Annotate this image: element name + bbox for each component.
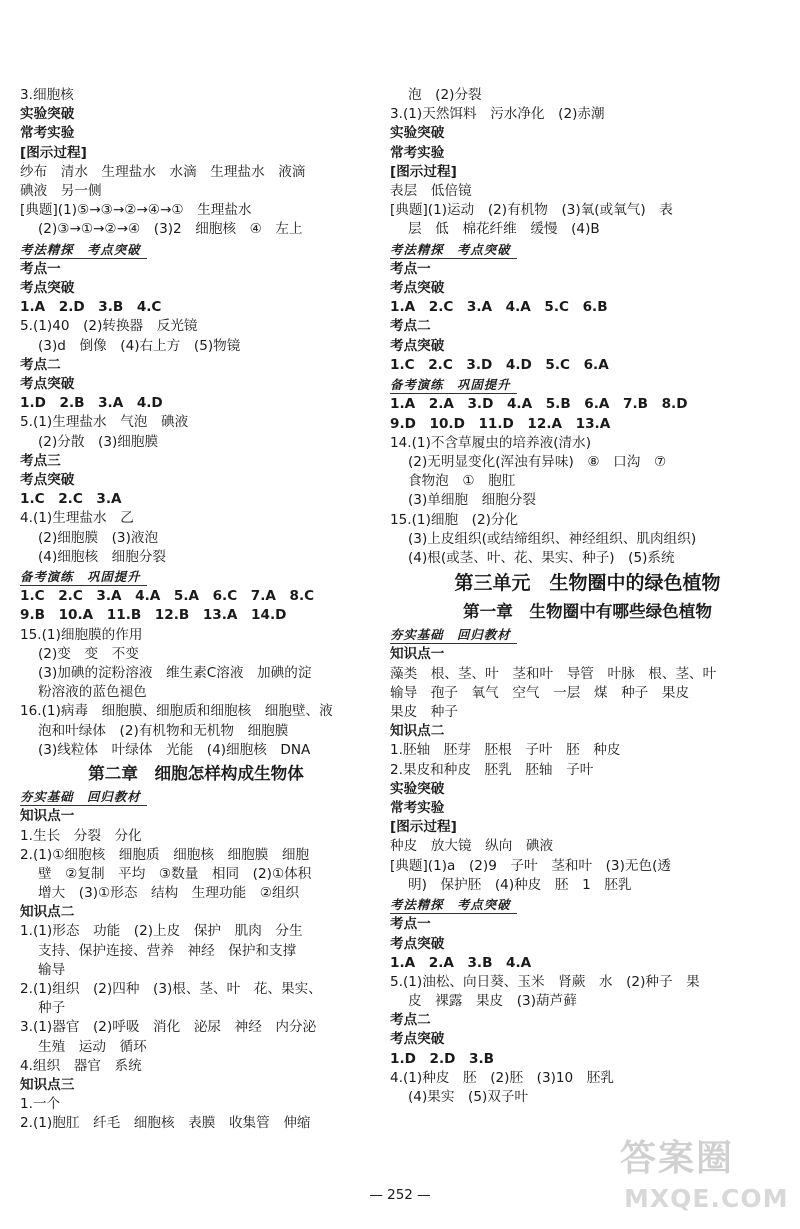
section-heading: 考点一 <box>390 260 431 277</box>
unit-title: 第三单元 生物圈中的绿色植物 <box>454 572 721 595</box>
section-heading: 实验突破 <box>390 780 445 797</box>
section-heading: 1.C 2.C 3.A <box>20 491 122 508</box>
watermark-url: MXQE.COM <box>624 1184 789 1213</box>
answer-line-continued: 泡 (2)分裂 <box>408 87 482 103</box>
chapter-title: 第二章 细胞怎样构成生物体 <box>88 763 304 783</box>
answer-line: 2.果皮和种皮 胚乳 胚轴 子叶 <box>390 761 594 778</box>
section-banner <box>20 787 372 807</box>
section-heading: 9.B 10.A 11.B 12.B 13.A 14.D <box>20 607 287 624</box>
section-heading: 实验突破 <box>20 106 75 123</box>
answer-line-continued: 皮 裸露 果皮 (3)葫芦藓 <box>408 993 577 1010</box>
section-heading: 1.A 2.A 3.B 4.A <box>390 954 532 971</box>
answer-line: 种皮 放大镜 纵向 碘液 <box>390 838 554 855</box>
section-heading: 知识点二 <box>390 723 445 740</box>
answer-line-continued: 种子 <box>38 1000 66 1017</box>
example-answer-line: [典题](1)运动 (2)有机物 (3)氧(或氧气) 表 <box>390 202 673 219</box>
section-heading: 1.A 2.D 3.B 4.C <box>20 299 162 316</box>
answer-line: 1.胚轴 胚芽 胚根 子叶 胚 种皮 <box>390 742 621 759</box>
answer-line-continued: (4)细胞核 细胞分裂 <box>38 548 167 565</box>
answer-line-continued: (2)变 变 不变 <box>38 645 139 662</box>
answer-line-continued: 层 低 棉花纤维 缓慢 (4)B <box>408 221 600 238</box>
section-banner <box>20 240 372 260</box>
section-heading: 考点突破 <box>390 935 445 952</box>
answer-line: 表层 低倍镜 <box>390 182 472 199</box>
section-heading: 常考实验 <box>390 799 445 816</box>
answer-line: 16.(1)病毒 细胞膜、细胞质和细胞核 细胞壁、液 <box>20 703 333 720</box>
answer-line: 3.(1)器官 (2)呼吸 消化 泌尿 神经 内分泌 <box>20 1019 317 1036</box>
answer-line-continued: (4)根(或茎、叶、花、果实、种子) (5)系统 <box>408 549 675 566</box>
section-heading: 1.C 2.C 3.A 4.A 5.A 6.C 7.A 8.C <box>20 588 315 605</box>
answer-line: 14.(1)不含草履虫的培养液(清水) <box>390 434 592 451</box>
section-heading: 知识点三 <box>20 1076 75 1093</box>
answer-line-continued: (3)线粒体 叶绿体 光能 (4)细胞核 DNA <box>38 741 311 758</box>
answer-line: 5.(1)40 (2)转换器 反光镜 <box>20 318 198 335</box>
answer-line: 15.(1)细胞膜的作用 <box>20 626 143 643</box>
answer-line: 果皮 种子 <box>390 704 458 721</box>
answer-line: 藻类 根、茎、叶 茎和叶 导管 叶脉 根、茎、叶 <box>390 665 717 682</box>
section-banner-label: 备考演练 巩固提升 <box>20 568 147 586</box>
answer-line: 2.(1)胞肛 纤毛 细胞核 表膜 收集管 伸缩 <box>20 1115 311 1132</box>
answer-line-continued: 生殖 运动 循环 <box>38 1038 147 1055</box>
section-heading: 知识点二 <box>20 904 75 921</box>
answer-line-continued: 食物泡 ① 胞肛 <box>408 473 516 490</box>
page-number: — 252 — <box>369 1187 431 1203</box>
section-heading: 9.D 10.D 11.D 12.A 13.A <box>390 415 611 432</box>
section-heading: 考点突破 <box>390 280 445 297</box>
section-heading: 实验突破 <box>390 125 445 142</box>
section-banner-label: 夯实基础 回归教材 <box>390 626 517 644</box>
section-banner-label: 考法精探 考点突破 <box>390 896 517 914</box>
section-heading: 常考实验 <box>20 125 75 142</box>
answer-line: 4.(1)生理盐水 乙 <box>20 510 134 527</box>
example-answer-line: [典题](1)⑤→③→②→④→① 生理盐水 <box>20 202 252 219</box>
answer-line-continued: 泡和叶绿体 (2)有机物和无机物 细胞膜 <box>38 722 289 739</box>
section-banner <box>390 625 785 645</box>
section-heading: 考点突破 <box>390 1031 445 1048</box>
bracket-label: [图示过程] <box>390 819 457 836</box>
answer-line: 15.(1)细胞 (2)分化 <box>390 511 519 528</box>
answer-line: 4.组织 器官 系统 <box>20 1057 142 1074</box>
section-heading: 考点突破 <box>20 280 75 297</box>
answer-line: 5.(1)油松、向日葵、玉米 肾蕨 水 (2)种子 果 <box>390 973 700 990</box>
answer-line-continued: (3)单细胞 细胞分裂 <box>408 492 537 509</box>
section-heading: 常考实验 <box>390 144 445 161</box>
section-heading: 1.D 2.D 3.B <box>390 1050 494 1067</box>
section-banner <box>390 240 785 260</box>
section-banner-label: 考法精探 考点突破 <box>20 241 147 259</box>
answer-line: 3.(1)天然饵料 污水净化 (2)赤潮 <box>390 106 605 123</box>
answer-line: 1.(1)形态 功能 (2)上皮 保护 肌肉 分生 <box>20 923 303 940</box>
section-banner <box>390 375 785 395</box>
section-heading: 考点二 <box>390 318 431 335</box>
section-heading: 考点二 <box>390 1012 431 1029</box>
answer-line-continued: (2)无明显变化(浑浊有异味) ⑧ 口沟 ⑦ <box>408 453 667 470</box>
answer-line: 4.(1)种皮 胚 (2)胚 (3)10 胚乳 <box>390 1069 614 1086</box>
answer-line: 纱布 清水 生理盐水 水滴 生理盐水 液滴 <box>20 163 306 180</box>
watermark-text: 答案圈 <box>620 1137 735 1179</box>
section-banner <box>20 567 372 587</box>
section-banner-label: 考法精探 考点突破 <box>390 241 517 259</box>
section-heading: 知识点一 <box>20 808 75 825</box>
answer-line-continued: 增大 (3)①形态 结构 生理功能 ②组织 <box>38 885 300 902</box>
answer-line: 1.一个 <box>20 1096 61 1113</box>
example-answer-line: [典题](1)a (2)9 子叶 茎和叶 (3)无色(透 <box>390 857 671 874</box>
watermark-logo <box>600 1128 800 1228</box>
section-heading: 考点一 <box>390 916 431 933</box>
section-heading: 1.C 2.C 3.D 4.D 5.C 6.A <box>390 356 609 373</box>
section-heading: 考点突破 <box>20 376 75 393</box>
answer-line: 碘液 另一侧 <box>20 182 102 199</box>
answer-line-continued: (2)细胞膜 (3)液泡 <box>38 529 159 546</box>
answer-line-continued: (3)加碘的淀粉溶液 维生素C溶液 加碘的淀 <box>38 665 312 682</box>
section-heading: 考点突破 <box>390 337 445 354</box>
section-banner-label: 夯实基础 回归教材 <box>20 788 147 806</box>
answer-line: 3.细胞核 <box>20 87 74 103</box>
answer-line-continued: 明) 保护胚 (4)种皮 胚 1 胚乳 <box>408 876 632 893</box>
section-heading: 知识点一 <box>390 646 445 663</box>
answer-line-continued: (2)③→①→②→④ (3)2 细胞核 ④ 左上 <box>38 221 303 238</box>
chapter-title: 第一章 生物圈中有哪些绿色植物 <box>463 602 712 622</box>
answer-line-continued: (3)上皮组织(或结缔组织、神经组织、肌肉组织) <box>408 530 697 547</box>
answer-line: 5.(1)生理盐水 气泡 碘液 <box>20 414 189 431</box>
bracket-label: [图示过程] <box>20 144 87 161</box>
answer-line-continued: (4)果实 (5)双子叶 <box>408 1089 529 1105</box>
section-heading: 1.D 2.B 3.A 4.D <box>20 395 163 412</box>
section-banner <box>390 895 785 915</box>
left-column <box>20 86 372 1134</box>
answer-line: 1.生长 分裂 分化 <box>20 827 142 844</box>
answer-line-continued: 支持、保护连接、营养 神经 保护和支撑 <box>38 942 297 959</box>
section-heading: 1.A 2.C 3.A 4.A 5.C 6.B <box>390 299 608 316</box>
section-heading: 考点一 <box>20 260 61 277</box>
answer-line-continued: 输导 <box>38 961 66 978</box>
answer-line: 2.(1)组织 (2)四种 (3)根、茎、叶 花、果实、 <box>20 981 322 998</box>
section-heading: 1.A 2.A 3.D 4.A 5.B 6.A 7.B 8.D <box>390 396 688 413</box>
bracket-label: [图示过程] <box>390 163 457 180</box>
section-banner-label: 备考演练 巩固提升 <box>390 376 517 394</box>
answer-line: 输导 孢子 氧气 空气 一层 煤 种子 果皮 <box>390 684 690 701</box>
answer-line-continued: (3)d 倒像 (4)右上方 (5)物镜 <box>38 337 241 354</box>
section-heading: 考点三 <box>20 452 61 469</box>
section-heading: 考点突破 <box>20 471 75 488</box>
answer-line: 2.(1)①细胞核 细胞质 细胞核 细胞膜 细胞 <box>20 846 310 863</box>
right-column <box>390 86 785 1107</box>
answer-line-continued: 粉溶液的蓝色褪色 <box>38 684 147 701</box>
section-heading: 考点二 <box>20 356 61 373</box>
answer-line-continued: (2)分散 (3)细胞膜 <box>38 433 159 450</box>
answer-line-continued: 壁 ②复制 平均 ③数量 相同 (2)①体积 <box>38 865 312 882</box>
